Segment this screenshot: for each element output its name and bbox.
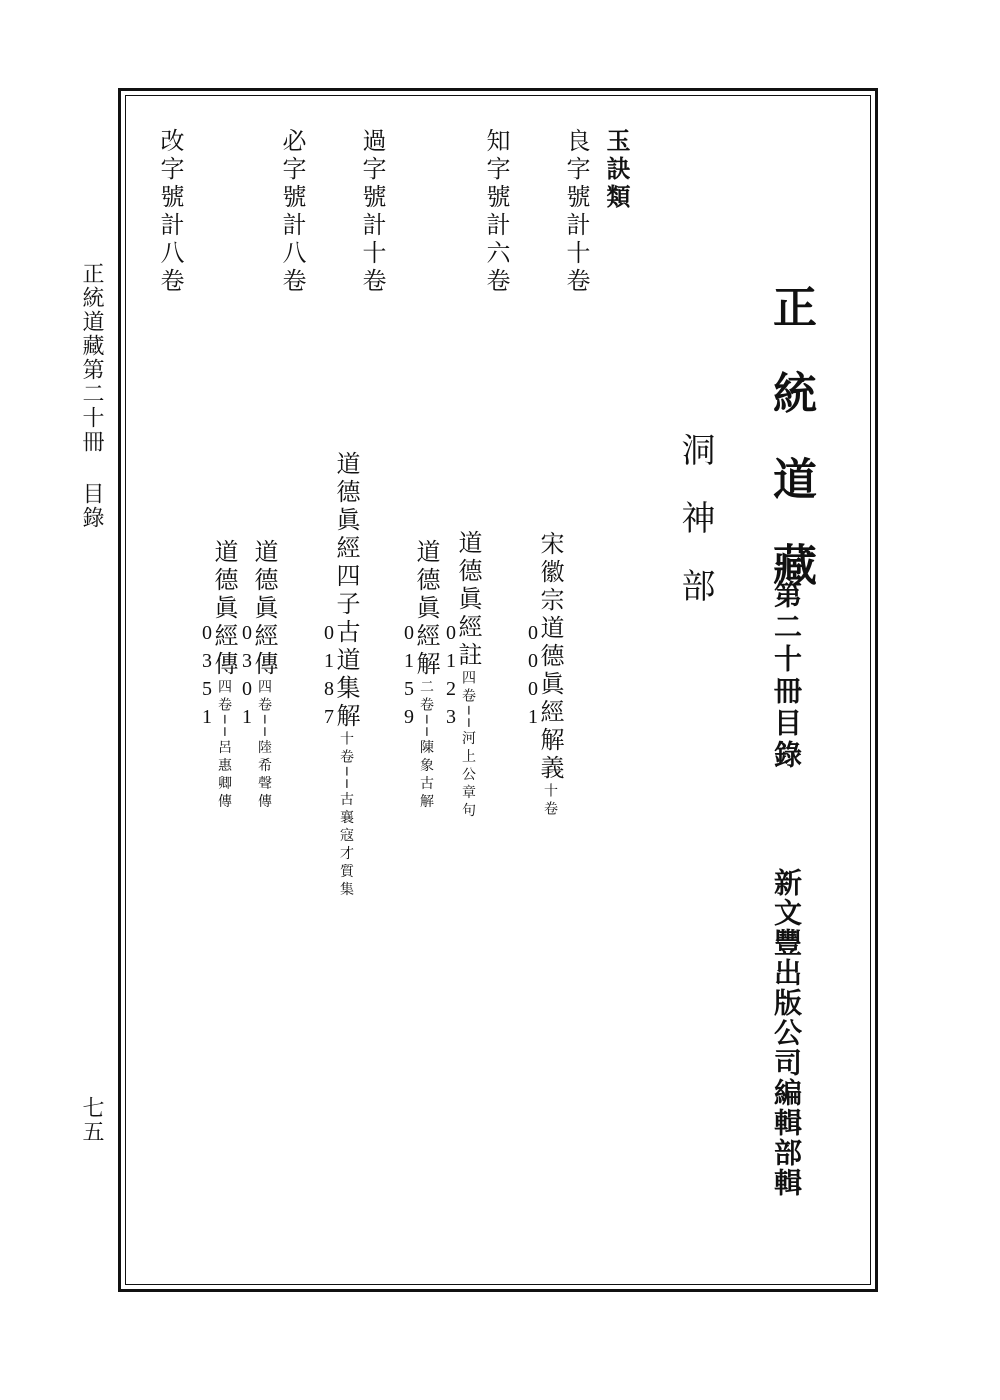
margin-catalog-label: 目錄 (79, 482, 104, 530)
page-number: 0 0 0 1 (528, 622, 538, 728)
group-heading: 過字號計十卷 (358, 128, 386, 296)
margin-title (80, 262, 102, 530)
page-number: 0 1 5 9 (404, 622, 414, 728)
entry-title: 道德眞經傳 (210, 538, 238, 679)
entry-author: ──陸希聲傳 (256, 714, 272, 812)
section-title: 洞神部 (675, 432, 715, 636)
entry-title: 道德眞經四子古道集解 (332, 450, 360, 731)
entry-author: ──河上公章句 (460, 705, 476, 821)
page-number: 0 3 0 1 (242, 622, 252, 728)
toc-entry (202, 155, 236, 1195)
entry-note: 十卷 (542, 783, 558, 819)
entry-note: 四卷 (460, 669, 476, 706)
toc-entry (404, 155, 438, 1195)
toc-entry (446, 155, 480, 1195)
entry-title: 道德眞經傳 (250, 538, 278, 679)
entry-note: 二卷 (418, 678, 434, 715)
group-heading: 必字號計八卷 (278, 128, 306, 296)
entry-author: ──呂惠卿傳 (216, 714, 232, 812)
entry-title: 道德眞經註 (454, 529, 482, 670)
margin-volume-title: 正統道藏第二十冊 (79, 262, 104, 454)
entry-note: 十卷 (338, 730, 354, 767)
entry-author: ──陳象古解 (418, 714, 434, 812)
group-heading: 改字號計八卷 (156, 128, 184, 296)
volume-subtitle: 第二十冊目錄 (770, 580, 803, 772)
category-title: 玉訣類 (602, 128, 631, 212)
publisher: 新文豐出版公司編輯部輯 (770, 868, 803, 1198)
toc-entry (528, 155, 562, 1195)
entry-title: 宋徽宗道德眞經解義 (536, 531, 564, 783)
toc-entry (324, 155, 358, 1195)
page-number: 0 3 5 1 (202, 622, 212, 728)
page-number: 0 1 2 3 (446, 622, 456, 728)
page-number: 0 1 8 7 (324, 622, 334, 728)
group-heading: 良字號計十卷 (562, 128, 590, 296)
entry-author: ──古襄寇才質集 (338, 766, 354, 900)
entry-title: 道德眞經解 (412, 538, 440, 679)
group-heading: 知字號計六卷 (482, 128, 510, 296)
main-title: 正統道藏 (765, 284, 816, 628)
entry-note: 四卷 (256, 678, 272, 715)
entry-note: 四卷 (216, 678, 232, 715)
margin-page-number: 七五 (79, 1096, 104, 1144)
toc-entry (242, 155, 276, 1195)
